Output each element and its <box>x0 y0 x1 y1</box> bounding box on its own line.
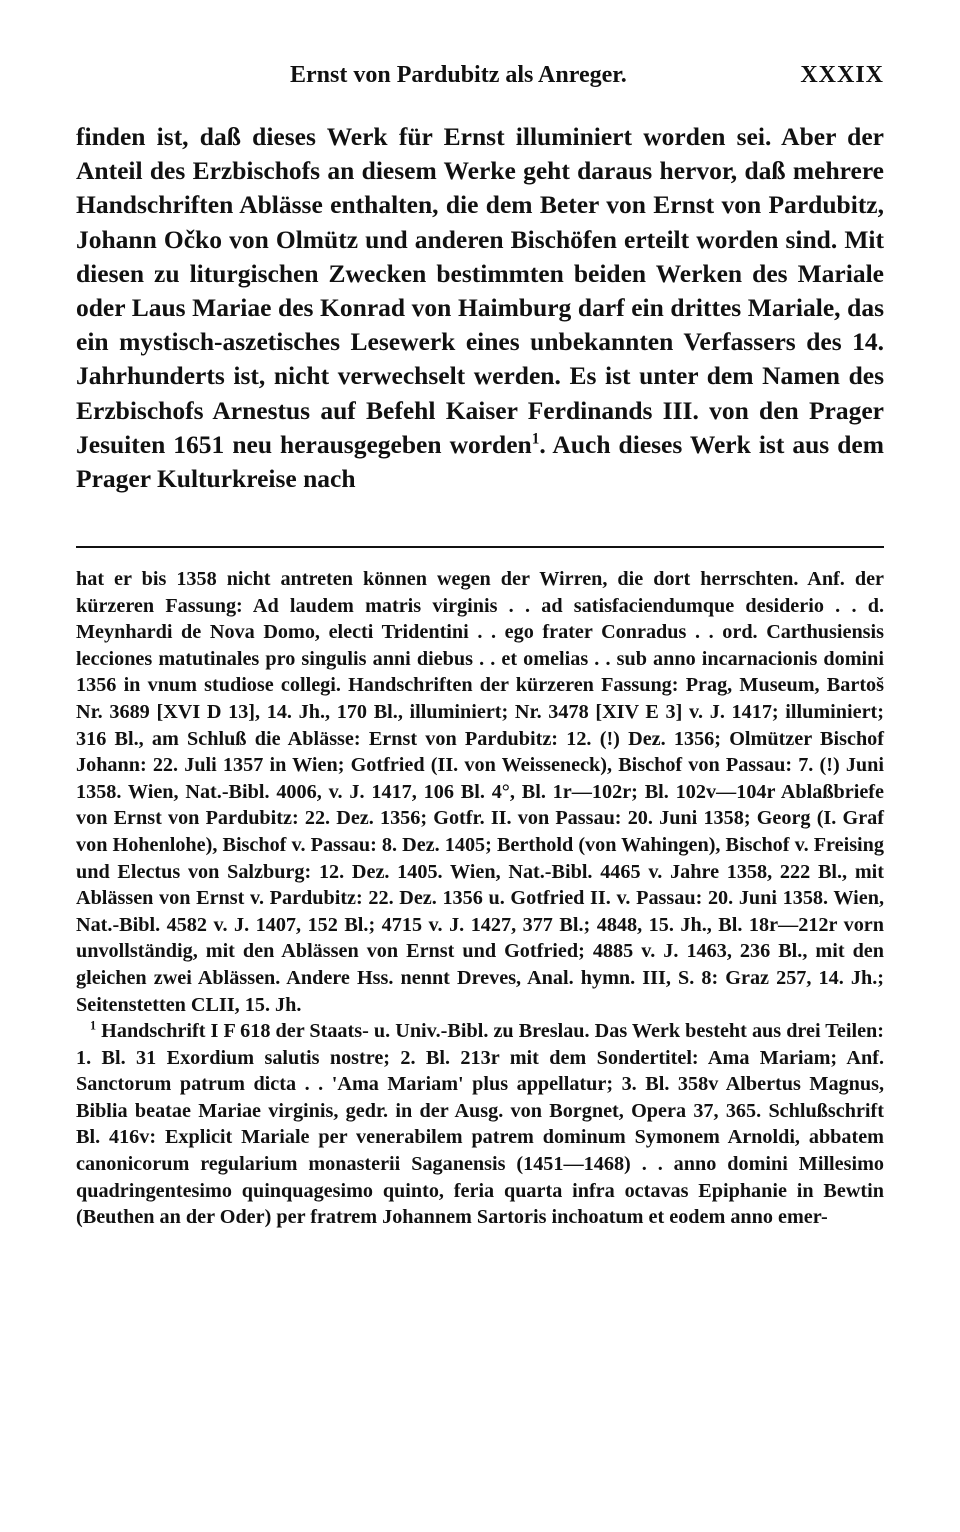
main-text-after-note: . Auch dieses Werk ist aus dem Prager Kulturkreise nach <box>76 429 884 494</box>
main-paragraph <box>76 120 884 496</box>
footnote-continuation: hat er bis 1358 nicht antreten können wegen der Wirren, die dort herrschten. Anf. der kürzeren Fassung: Ad laudem matris virginis . . ad satisfaciendumque desiderio . . d. Meynhardi de Nova Domo, electi Tridentini . . ego frater Conradus . . ord. Carthusiensis lecciones matutinales pro singulis anni diebus . . et omelias . . sub anno incarnacionis domini 1356 in vnum studiose collegi. Handschriften der kürzeren Fassung: Prag, Museum, Bartoš Nr. 3689 [XVI D 13], 14. Jh., 170 Bl., illuminiert; Nr. 3478 [XIV E 3] v. J. 1417; illuminiert; 316 Bl., am Schluß die Ablässe: Ernst von Pardubitz: 12. (!) Dez. 1356; Olmützer Bischof Johann: 22. Juli 1357 in Wien; Gotfried (II. von Weisseneck), Bischof von Passau: 7. (!) Juni 1358. Wien, Nat.-Bibl. 4006, v. J. 1417, 106 Bl. 4°, Bl. 1r—102r; Bl. 102v—104r Ablaßbriefe von Ernst von Pardubitz: 22. Dez. 1356; Gotfr. II. von Passau: 20. Juni 1358; Georg (I. Graf von Hohenlohe), Bischof v. Passau: 8. Dez. 1405; Berthold (von Wahingen), Bischof v. Freising und Electus von Salzburg: 12. Dez. 1405. Wien, Nat.-Bibl. 4465 v. Jahre 1358, 222 Bl., mit Ablässen von Ernst v. Pardubitz: 22. Dez. 1356 u. Gotfried II. v. Passau: 20. Juni 1358. Wien, Nat.-Bibl. 4582 v. J. 1407, 152 Bl.; 4715 v. J. 1427, 377 Bl.; 4848, 15. Jh., Bl. 18r—212r vorn unvollständig, mit den Ablässen von Ernst und Gotfried; 4885 v. J. 1463, 236 Bl., mit den gleichen zwei Ablässen. Andere Hss. nennt Dreves, Anal. hymn. III, S. 8: Graz 257, 14. Jh.; Seitenstetten CLII, 15. Jh. <box>76 568 884 1016</box>
footnote-1 <box>76 1018 884 1231</box>
page-number: XXXIX <box>800 62 884 88</box>
main-text <box>76 120 884 496</box>
page-header <box>76 62 884 102</box>
footnote-separator <box>76 546 884 548</box>
main-text-before-note: finden ist, daß dieses Werk für Ernst illuminiert worden sei. Aber der Anteil des Erzbischofs an diesem Werke geht daraus hervor, daß mehrere Handschriften Ablässe enthalten, die dem Beter von Ernst von Pardubitz, Johann Očko von Olmütz und anderen Bischöfen erteilt worden sind. Mit diesen zu liturgischen Zwecken bestimmten beiden Werken des Mariale oder Laus Mariae des Konrad von Haimburg darf ein drittes Mariale, das ein mystisch-aszetisches Lesewerk eines unbekannten Verfassers des 14. Jahrhunderts ist, nicht verwechselt werden. Es ist unter dem Namen des Erzbischofs Arnestus auf Befehl Kaiser Ferdinands III. von den Prager Jesuiten 1651 neu herausgegeben worden <box>76 122 884 459</box>
running-title: Ernst von Pardubitz als Anreger. <box>290 62 627 88</box>
footnote-1-marker: 1 <box>90 1018 97 1033</box>
footnotes <box>76 566 884 1231</box>
footnote-1-text: Handschrift I F 618 der Staats- u. Univ.-Bibl. zu Breslau. Das Werk besteht aus drei Teilen: 1. Bl. 31 Exordium salutis nostre; 2. Bl. 213r mit dem Sondertitel: Ama Mariam; Anf. Sanctorum patrum dicta . . 'Ama Mariam' plus appellatur; 3. Bl. 358v Albertus Magnus, Biblia beatae Mariae virginis, gedr. in der Ausg. von Borgnet, Opera 37, 365. Schlußschrift Bl. 416v: Explicit Mariale per venerabilem patrem dominum Symonem Arnoldi, abbatem canonicorum regularium monasterii Saganensis (1451—1468) . . anno domini Millesimo quadringentesimo quinquagesimo quinto, feria quarta infra octavas Epiphanie in Bewtin (Beuthen an der Oder) per fratrem Johannem Sartoris inchoatum et eodem anno emer- <box>76 1020 885 1229</box>
footnote-reference: 1 <box>531 430 540 448</box>
